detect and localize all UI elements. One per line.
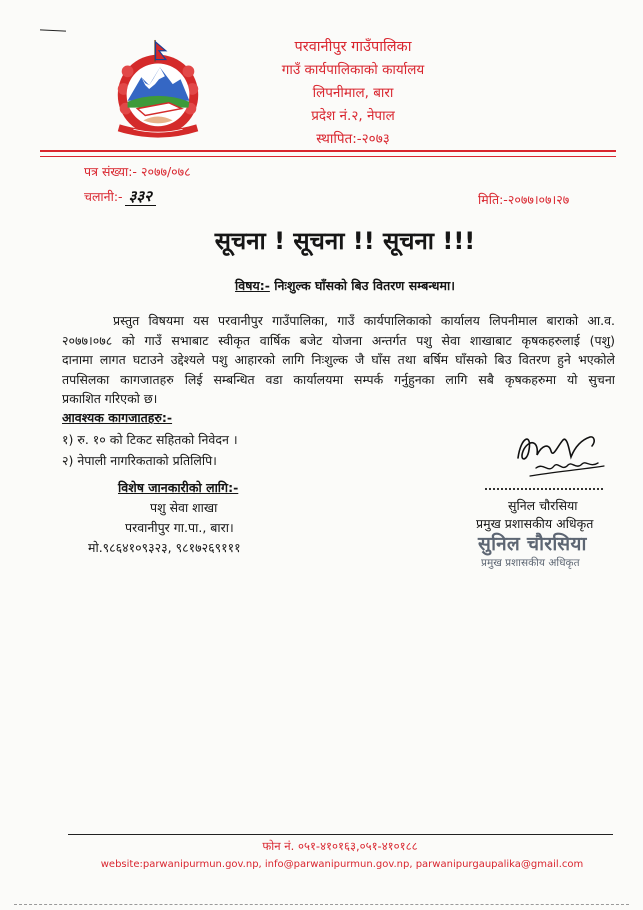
- required-documents-heading: आवश्यक कागजातहरु:-: [62, 410, 173, 425]
- stamp-name: सुनिल चौरसिया: [478, 533, 587, 555]
- subject-text: निःशुल्क घाँसको बिउ वितरण सम्बन्धमा।: [274, 278, 455, 293]
- stamp-designation: प्रमुख प्रशासकीय अधिकृत: [481, 557, 580, 569]
- required-document-item: १) रु. १० को टिकट सहितको निवेदन ।: [62, 432, 238, 447]
- dispatch-number-label: चलानी:-: [84, 189, 123, 204]
- signature-line: [485, 488, 603, 490]
- letterhead-text: [248, 36, 458, 151]
- body-line: प्रस्तुत विषयमा यस परवानीपुर गाउँपालिका, गाउँ कार्यपालिकाको कार्यालय लिपनीमाल बाराको आ.व.: [113, 313, 615, 328]
- date-value: २०७७।०७।२७: [507, 192, 570, 207]
- footer-divider: [68, 834, 613, 835]
- body-line: २०७७।०७८ को गाउँ सभाबाट स्वीकृत वार्षिक बजेट योजना अन्तर्गत पशु सेवा शाखाबाट कृषकहरुलाई (पशु): [62, 332, 615, 348]
- notice-subject: [120, 277, 570, 294]
- dispatch-number: [84, 187, 156, 206]
- scan-mark: [40, 29, 66, 31]
- contact-heading: विशेष जानकारीको लागि:-: [118, 480, 239, 495]
- footer-phone: फोन नं. ०५१-४१०१६३,०५१-४१०१८८: [262, 839, 418, 853]
- established-year: स्थापित:-२०७३: [316, 131, 390, 147]
- dispatch-number-value: ३३२: [125, 187, 156, 206]
- office-location: लिपनीमाल, बारा: [312, 85, 394, 101]
- body-line: प्रकाशित गरिएको छ।: [62, 391, 158, 406]
- contact-branch: पशु सेवा शाखा: [150, 500, 218, 515]
- letterhead-divider-thin: [40, 156, 616, 157]
- letter-number: [84, 163, 191, 181]
- signatory-name: सुनिल चौरसिया: [508, 498, 578, 513]
- municipality-name: परवानीपुर गाउँपालिका: [294, 39, 412, 55]
- letter-number-value: २०७७/०७८: [140, 164, 191, 179]
- notice-title: सूचना ! सूचना !! सूचना !!!: [214, 227, 476, 255]
- footer-web-email: website:parwanipurmun.gov.np, info@parwanipurmun.gov.np, parwanipurgaupalika@gmail.com: [100, 859, 584, 870]
- date-label: मिति:-: [478, 192, 508, 207]
- letterhead-divider: [40, 150, 616, 152]
- body-line: तपसिलका कागजातहरु लिई सम्बन्धित वडा कार्यालयमा सम्पर्क गर्नुहुनका लागि सबै कृषकहरुमा यो सुचना: [62, 371, 615, 387]
- required-document-item: २) नेपाली नागरिकताको प्रतिलिपि।: [62, 453, 217, 468]
- office-name: गाउँ कार्यपालिकाको कार्यालय: [281, 62, 425, 78]
- body-line: दानामा लागत घटाउने उद्देश्यले पशु आहारको लागि निःशुल्क जै घाँस तथा बर्षिम घाँसको बिउ वितरण हुने भएकोले: [62, 352, 615, 367]
- contact-mobile: मो.९८६४१०९३२३, ९८१७२६९१११: [88, 540, 241, 555]
- letter-number-label: पत्र संख्या:-: [84, 164, 137, 179]
- nepal-emblem-icon: [104, 38, 212, 142]
- province: प्रदेश नं.२, नेपाल: [311, 108, 395, 124]
- scan-edge: [14, 904, 629, 905]
- notice-date: [478, 191, 569, 209]
- contact-office: परवानीपुर गा.पा., बारा।: [125, 520, 234, 535]
- handwritten-signature: [508, 428, 608, 486]
- subject-label: विषय:-: [235, 278, 270, 293]
- notice-body: [62, 311, 615, 409]
- signatory-designation: प्रमुख प्रशासकीय अधिकृत: [476, 516, 594, 531]
